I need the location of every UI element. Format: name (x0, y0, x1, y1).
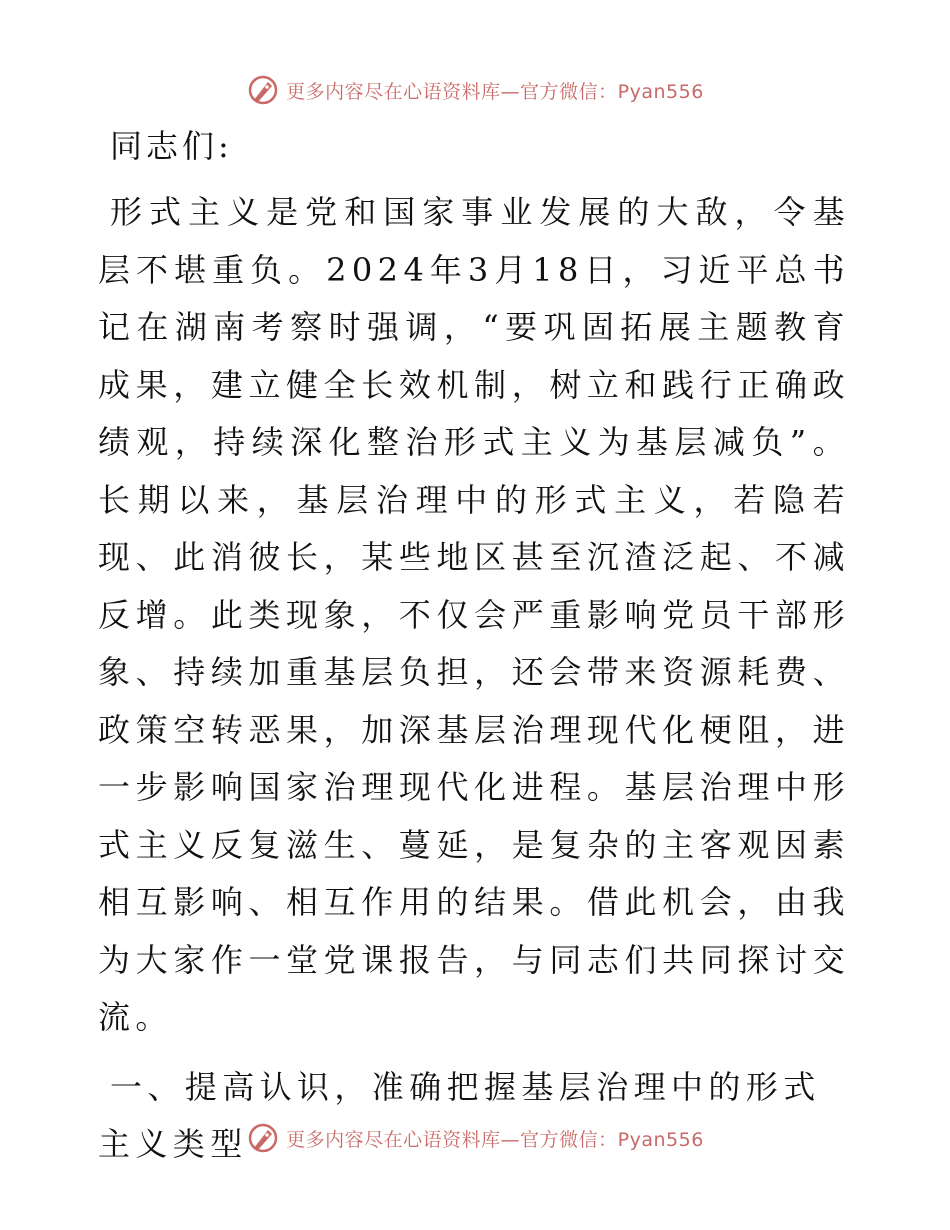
header-watermark (0, 70, 950, 110)
document-body (98, 118, 850, 1174)
section-heading: 一、提高认识，准确把握基层治理中的形式主义类型 (98, 1067, 821, 1163)
pen-nib-icon (246, 1121, 280, 1155)
intro-paragraph: 形式主义是党和国家事业发展的大敌，令基层不堪重负。2024年3月18日，习近平总书记在湖南考察时强调，“要巩固拓展主题教育成果，建立健全长效机制，树立和践行正确政绩观，持续深化整治形式主义为基层减负”。长期以来，基层治理中的形式主义，若隐若现、此消彼长，某些地区甚至沉渣泛起、不减反增。此类现象，不仅会严重影响党员干部形象、持续加重基层负担，还会带来资源耗费、政策空转恶果，加深基层治理现代化梗阻，进一步影响国家治理现代化进程。基层治理中形式主义反复滋生、蔓延，是复杂的主客观因素相互影响、相互作用的结果。借此机会，由我为大家作一堂党课报告，与同志们共同探讨交流。 (98, 193, 850, 1036)
pen-nib-icon (246, 73, 280, 107)
salutation: 同志们: (110, 127, 233, 165)
footer-watermark (0, 1118, 950, 1158)
watermark-text: 更多内容尽在心语资料库—官方微信：Pyan556 (286, 1128, 704, 1151)
watermark-text: 更多内容尽在心语资料库—官方微信：Pyan556 (286, 80, 704, 103)
